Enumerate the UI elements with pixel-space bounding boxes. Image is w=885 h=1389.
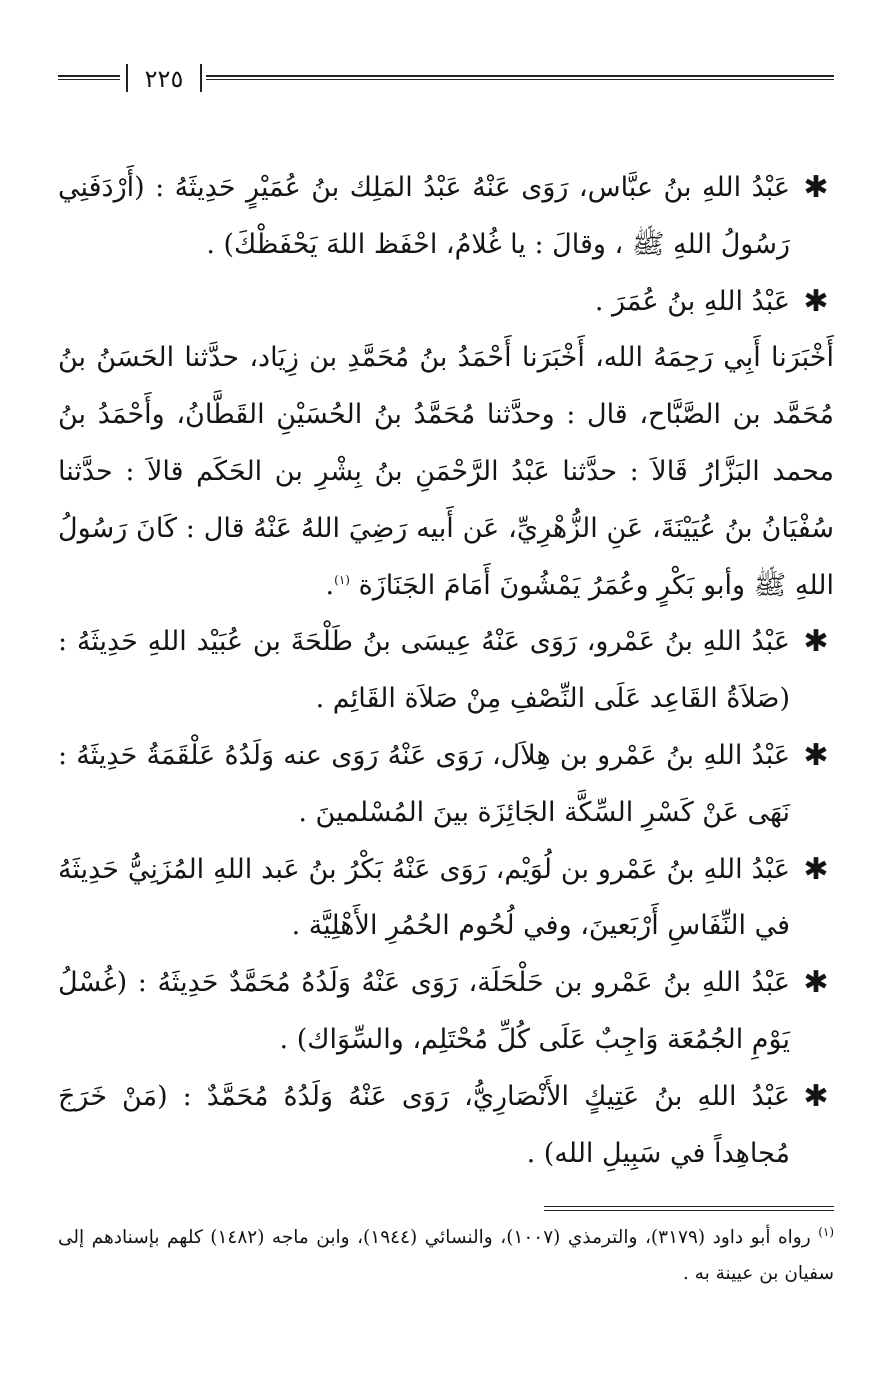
entry-text: عَبْدُ اللهِ بنُ عَمْرو بن لُوَيْم، رَوَى عَنْهُ بَكْرُ بنُ عَبد اللهِ المُزَنِيُّ حَدِيثَهُ في النِّفَاسِ أَرْبَعينَ، وفي لُحُوم الحُمُرِ الأَهْلِيَّة .: [58, 853, 790, 942]
entry-text: عَبْدُ اللهِ بنُ عَمْرو بن هِلاَل، رَوَى عَنْهُ رَوَى عنه وَلَدُهُ عَلْقَمَةُ حَدِيثَهُ : نَهَى عَنْ كَسْرِ السِّكَّة الجَائِزَة بينَ المُسْلمينَ .: [58, 739, 790, 828]
footnote-text: رواه أبو داود (٣١٧٩)، والترمذي (١٠٠٧)، والنسائي (١٩٤٤)، وابن ماجه (١٤٨٢) كلهم بإسنادهم إلى سفيان بن عيينة به .: [58, 1227, 834, 1284]
asterisk-icon: ✱: [803, 170, 829, 205]
entry-text: عَبْدُ اللهِ بنُ عَمْرو، رَوَى عَنْهُ عِيسَى بنُ طَلْحَةَ بن عُبَيْد اللهِ حَدِيثَهُ : (صَلاَةُ القَاعِد عَلَى النِّصْفِ مِنْ صَلاَة القَائِم .: [58, 626, 790, 715]
asterisk-icon: ✱: [803, 1078, 829, 1114]
narration-paragraph: [58, 330, 834, 614]
header-bar: [200, 64, 202, 92]
header-rule-left: [58, 75, 120, 80]
paragraph-text: أَخْبَرَنا أَبِي رَحِمَهُ الله، أَخْبَرَنا أَحْمَدُ بنُ مُحَمَّدِ بن زِيَاد، حدَّثنا الحَسَنُ بنُ مُحَمَّد بن الصَّبَّاح، قال : وحدَّثنا مُحَمَّدُ بنُ الحُسَيْنِ القَطَّانُ، وأَحْمَدُ بنُ محمد البَزَّارُ قَالاَ : حدَّثنا عَبْدُ الرَّحْمَنِ بنُ بِشْرِ بن الحَكَم قالاَ : حدَّثنا سُفْيَانُ بنُ عُيَيْنَةَ، عَنِ الزُّهْرِيِّ، عَن أَبيه رَضِيَ اللهُ عَنْهُ قال : كَانَ رَسُولُ اللهِ ﷺ وأبو بَكْرٍ وعُمَرُ يَمْشُونَ أَمَامَ الجَنَازَة: [58, 342, 834, 601]
entry: [58, 728, 834, 842]
entry-text: عَبْدُ اللهِ بنُ عبَّاس، رَوَى عَنْهُ عَبْدُ المَلِك بنُ عُمَيْرٍ حَدِيثَهُ : (أَرْدَفَنِي رَسُولُ اللهِ ﷺ ، وقالَ : يا غُلامُ، احْفَظ اللهَ يَحْفَظْكَ) .: [58, 172, 790, 260]
running-header: [58, 62, 834, 96]
entry: [58, 842, 834, 956]
entry: [58, 955, 834, 1069]
asterisk-icon: ✱: [803, 851, 829, 887]
header-rule-right: [206, 75, 834, 80]
main-text: [58, 160, 834, 1182]
entry-text: عَبْدُ اللهِ بنُ عَتِيكٍ الأَنْصَارِيُّ، رَوَى عَنْهُ وَلَدُهُ مُحَمَّدٌ : (مَنْ خَرَجَ مُجاهِداً في سَبِيلِ الله) .: [58, 1080, 790, 1169]
footnote-reference[interactable]: (١): [334, 572, 350, 587]
paragraph-tail: .: [325, 569, 335, 601]
entry: [58, 614, 834, 728]
entry: [58, 274, 834, 331]
asterisk-icon: ✱: [803, 283, 829, 319]
asterisk-icon: ✱: [803, 965, 829, 1001]
asterisk-icon: ✱: [803, 737, 829, 773]
entry: [58, 160, 834, 274]
page-number: ٢٢٥: [144, 65, 184, 93]
footnotes: [58, 1220, 834, 1292]
footnote-separator: [544, 1206, 834, 1214]
entry-text: عَبْدُ اللهِ بنُ عَمْرو بن حَلْحَلَة، رَوَى عَنْهُ وَلَدُهُ مُحَمَّدٌ حَدِيثَهُ : (غُسْلُ يَوْمِ الجُمُعَة وَاجِبٌ عَلَى كُلِّ مُحْتَلِم، والسِّوَاك) .: [58, 967, 790, 1055]
entry-text: عَبْدُ اللهِ بنُ عُمَرَ .: [594, 285, 790, 317]
asterisk-icon: ✱: [803, 624, 829, 660]
entry: [58, 1069, 834, 1183]
footnote-mark: (١): [818, 1224, 835, 1239]
footnote: [58, 1220, 834, 1292]
